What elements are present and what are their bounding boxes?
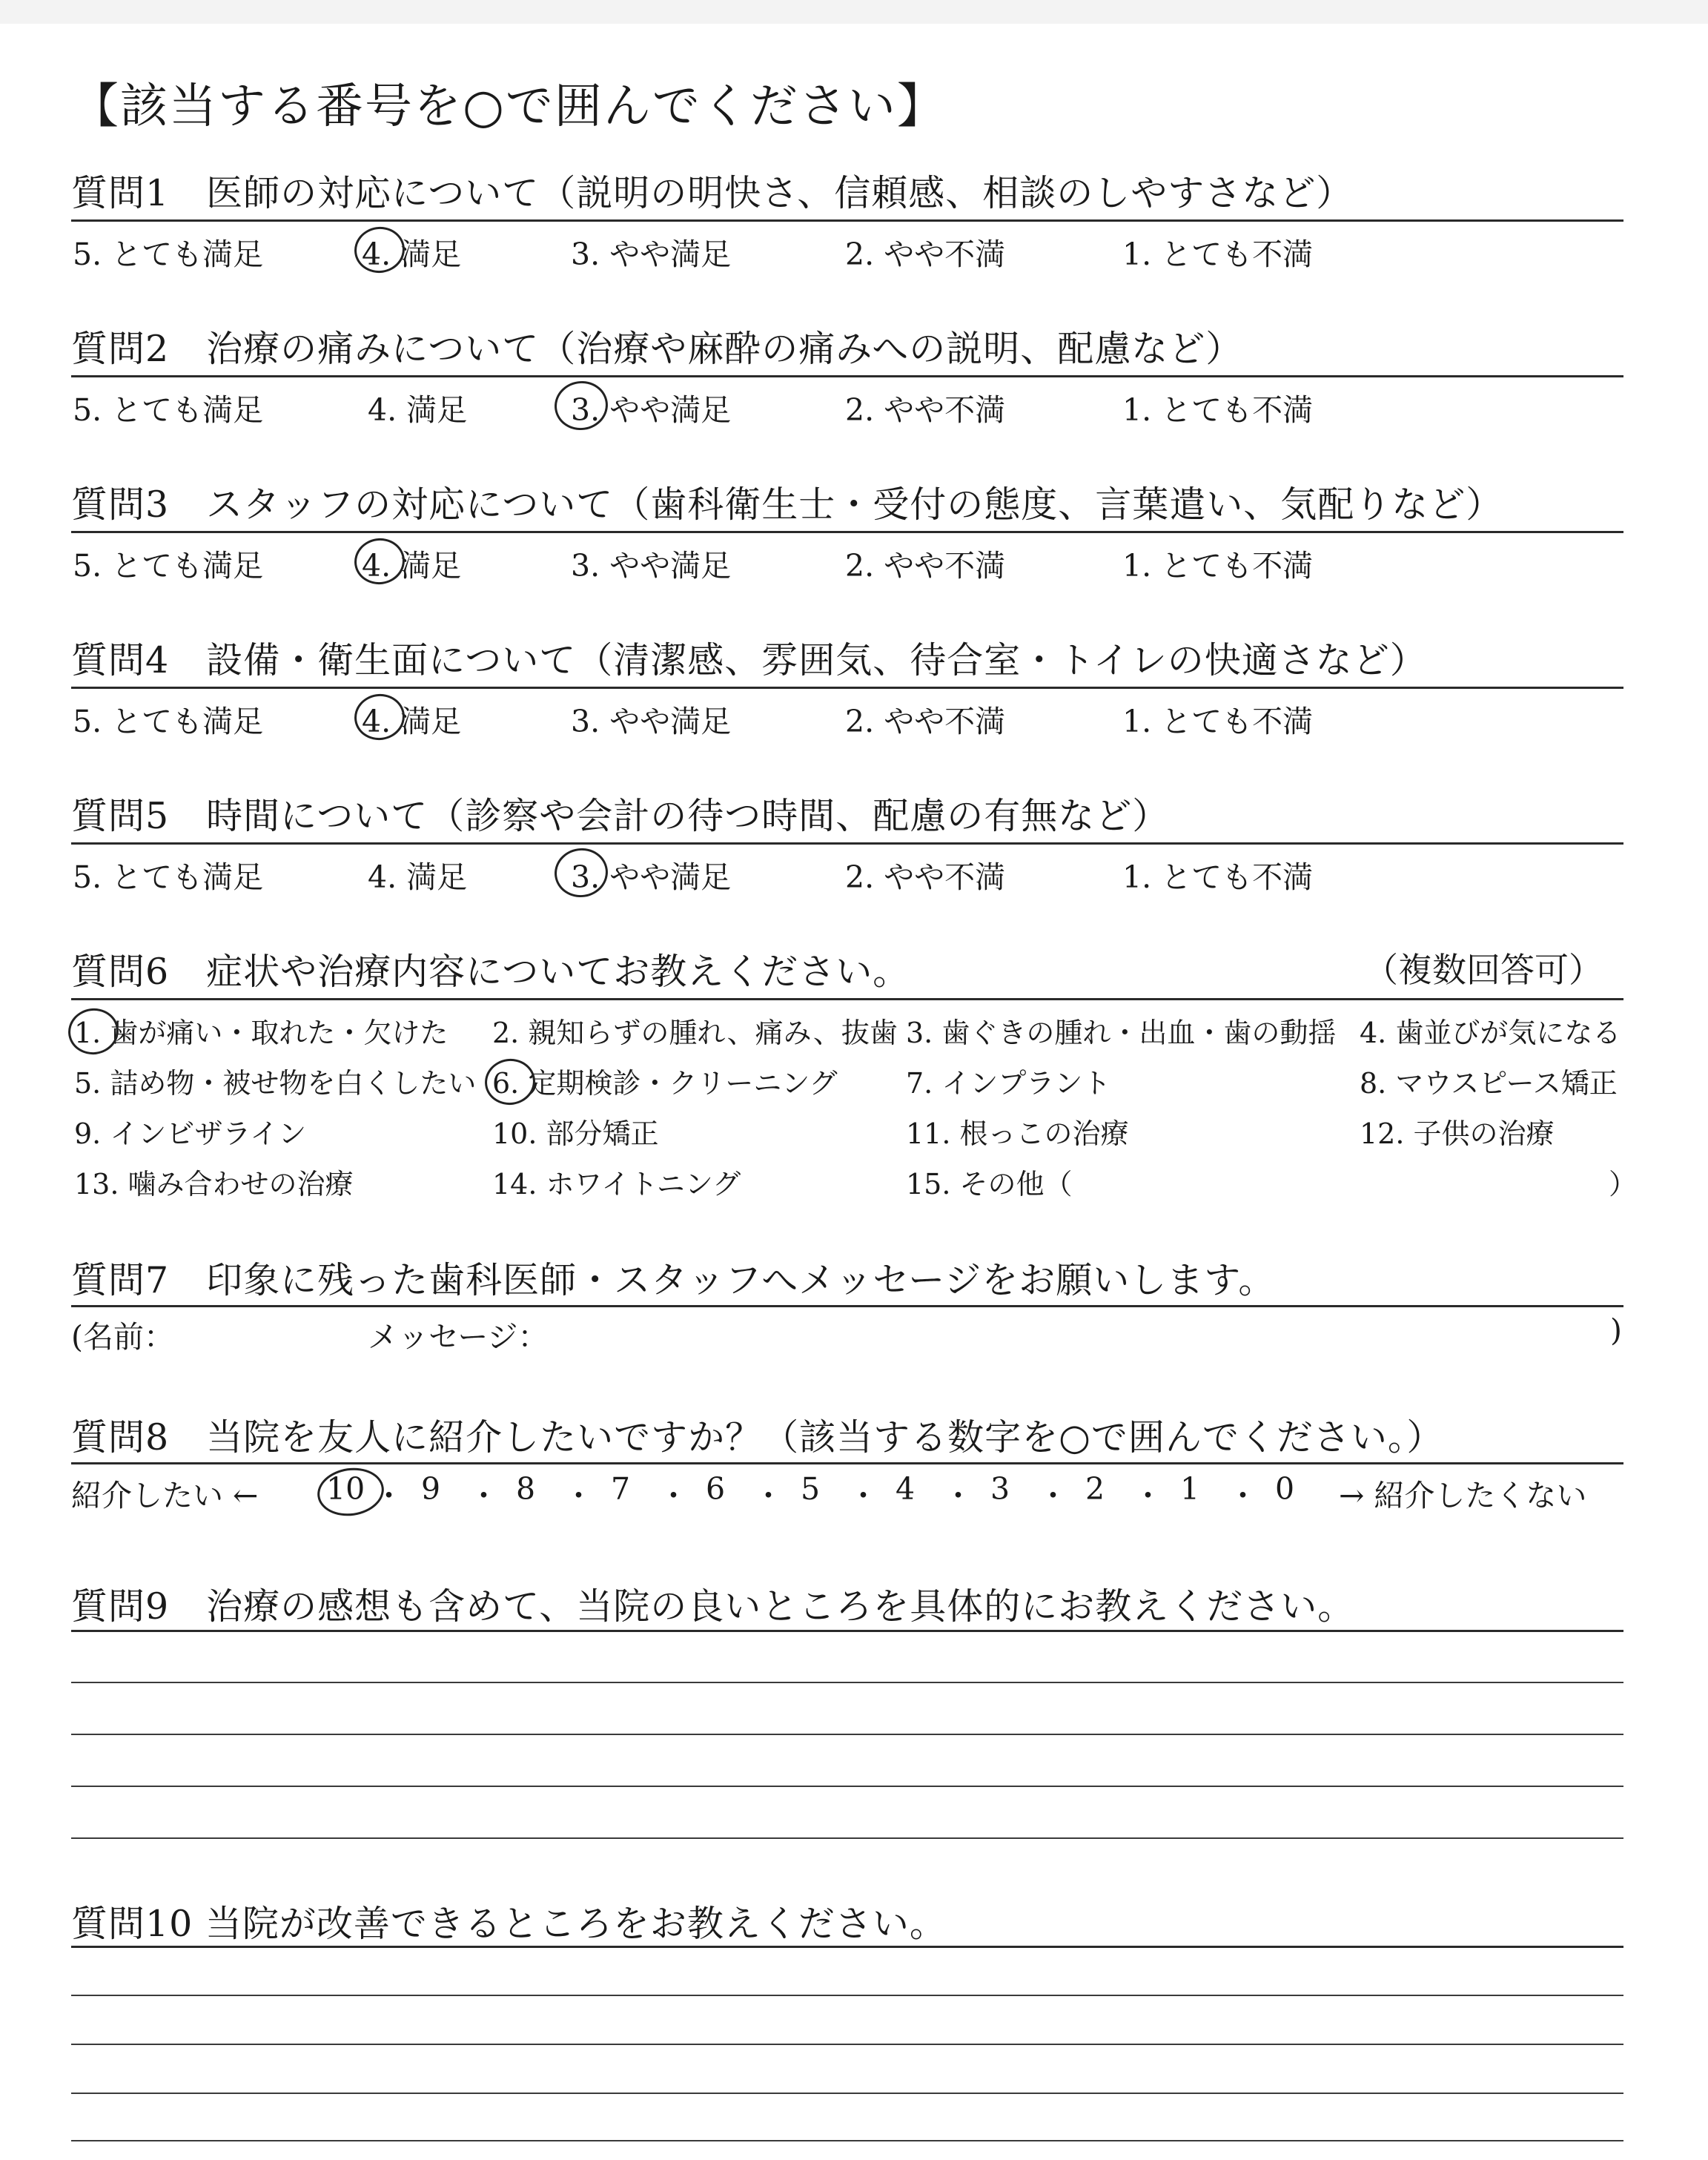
q3-option-3[interactable]: 3. やや満足 bbox=[571, 548, 732, 584]
question-10-rule bbox=[71, 1946, 1623, 1948]
question-4-title: 質問4 設備・衛生面について（清潔感、雰囲気、待合室・トイレの快適さなど） bbox=[71, 639, 1427, 681]
q7-close-paren: ) bbox=[1610, 1312, 1622, 1348]
q10-answer-line[interactable] bbox=[71, 1995, 1623, 1996]
q6-option-7[interactable]: 7. インプラント bbox=[906, 1067, 1111, 1100]
q7-name-label: (名前： bbox=[71, 1319, 174, 1355]
q9-answer-line[interactable] bbox=[71, 1786, 1623, 1787]
q1-option-5[interactable]: 5. とても満足 bbox=[73, 237, 264, 272]
q6-option-10[interactable]: 10. 部分矯正 bbox=[492, 1117, 659, 1150]
question-8-title: 質問8 当院を友人に紹介したいですか？（該当する数字を○で囲んでください。） bbox=[71, 1416, 1444, 1459]
q10-answer-line[interactable] bbox=[71, 2140, 1623, 2141]
question-2-title: 質問2 治療の痛みについて（治療や麻酔の痛みへの説明、配慮など） bbox=[71, 328, 1243, 370]
q4-option-4[interactable]: 4. 満足 bbox=[362, 704, 462, 739]
q8-scale-separator: ・ bbox=[943, 1478, 973, 1513]
question-6-title: 質問6 症状や治療内容についてお教えください。 bbox=[71, 951, 910, 993]
q8-scale-10[interactable]: 10 bbox=[326, 1471, 365, 1507]
q6-option-15[interactable]: 15. その他（ bbox=[906, 1168, 1073, 1200]
q8-scale-separator: ・ bbox=[1228, 1478, 1258, 1513]
q6-option-14[interactable]: 14. ホワイトニング bbox=[492, 1168, 741, 1200]
question-2-rule bbox=[71, 375, 1623, 377]
q6-option-5[interactable]: 5. 詰め物・被せ物を白くしたい bbox=[74, 1067, 477, 1100]
question-9-rule bbox=[71, 1630, 1623, 1632]
q8-scale-separator: ・ bbox=[1038, 1478, 1068, 1513]
q9-answer-line[interactable] bbox=[71, 1682, 1623, 1683]
q8-scale-separator: ・ bbox=[563, 1478, 594, 1513]
question-7-title: 質問7 印象に残った歯科医師・スタッフへメッセージをお願いします。 bbox=[71, 1259, 1276, 1301]
question-3-title: 質問3 スタッフの対応について（歯科衛生士・受付の態度、言葉遣い、気配りなど） bbox=[71, 483, 1503, 526]
q9-answer-line[interactable] bbox=[71, 1734, 1623, 1735]
q6-option-1[interactable]: 1. 歯が痛い・取れた・欠けた bbox=[74, 1017, 448, 1049]
question-9-title: 質問9 治療の感想も含めて、当院の良いところを具体的にお教えください。 bbox=[71, 1585, 1355, 1628]
question-7-rule bbox=[71, 1305, 1623, 1307]
q8-scale-separator: ・ bbox=[1133, 1478, 1163, 1513]
q8-scale-0[interactable]: 0 bbox=[1275, 1471, 1295, 1507]
q6-other-close-paren: ） bbox=[1609, 1168, 1638, 1200]
q1-option-2[interactable]: 2. やや不満 bbox=[845, 237, 1006, 272]
q2-option-3[interactable]: 3. やや満足 bbox=[571, 392, 732, 428]
scan-top-band bbox=[0, 0, 1708, 24]
q8-scale-2[interactable]: 2 bbox=[1085, 1471, 1105, 1507]
q6-option-2[interactable]: 2. 親知らずの腫れ、痛み、抜歯 bbox=[492, 1017, 898, 1049]
q8-scale-4[interactable]: 4 bbox=[896, 1471, 916, 1507]
q8-scale-9[interactable]: 9 bbox=[421, 1471, 441, 1507]
question-1-rule bbox=[71, 219, 1623, 222]
question-10-title: 質問10 当院が改善できるところをお教えください。 bbox=[71, 1903, 947, 1945]
q8-scale-separator: ・ bbox=[469, 1478, 499, 1513]
q2-option-1[interactable]: 1. とても不満 bbox=[1122, 392, 1314, 428]
q8-left-label: 紹介したい ← bbox=[71, 1478, 259, 1513]
q8-scale-5[interactable]: 5 bbox=[801, 1471, 821, 1507]
q4-option-3[interactable]: 3. やや満足 bbox=[571, 704, 732, 739]
question-1-title: 質問1 医師の対応について（説明の明快さ、信頼感、相談のしやすさなど） bbox=[71, 172, 1354, 214]
question-6-rule bbox=[71, 998, 1623, 1000]
q4-option-2[interactable]: 2. やや不満 bbox=[845, 704, 1006, 739]
q6-option-4[interactable]: 4. 歯並びが気になる bbox=[1360, 1017, 1621, 1049]
q1-option-3[interactable]: 3. やや満足 bbox=[571, 237, 732, 272]
q5-option-3[interactable]: 3. やや満足 bbox=[571, 859, 732, 895]
q6-option-6[interactable]: 6. 定期検診・クリーニング bbox=[492, 1067, 838, 1100]
q5-option-2[interactable]: 2. やや不満 bbox=[845, 859, 1006, 895]
q3-option-1[interactable]: 1. とても不満 bbox=[1122, 548, 1314, 584]
q5-option-1[interactable]: 1. とても不満 bbox=[1122, 859, 1314, 895]
q6-option-9[interactable]: 9. インビザライン bbox=[74, 1117, 307, 1150]
question-6-note: （複数回答可） bbox=[1364, 950, 1603, 990]
q4-option-5[interactable]: 5. とても満足 bbox=[73, 704, 264, 739]
q8-scale-separator: ・ bbox=[374, 1478, 404, 1513]
q10-answer-line[interactable] bbox=[71, 2093, 1623, 2094]
q8-scale-6[interactable]: 6 bbox=[706, 1471, 726, 1507]
q8-scale-8[interactable]: 8 bbox=[516, 1471, 536, 1507]
q3-option-4[interactable]: 4. 満足 bbox=[362, 548, 462, 584]
q2-option-5[interactable]: 5. とても満足 bbox=[73, 392, 264, 428]
q10-answer-line[interactable] bbox=[71, 2044, 1623, 2045]
question-8-rule bbox=[71, 1462, 1623, 1464]
q7-message-label: メッセージ： bbox=[368, 1319, 549, 1355]
instruction-heading: 【該当する番号を○で囲んでください】 bbox=[71, 79, 946, 134]
q4-option-1[interactable]: 1. とても不満 bbox=[1122, 704, 1314, 739]
q6-option-12[interactable]: 12. 子供の治療 bbox=[1360, 1117, 1555, 1150]
q8-scale-separator: ・ bbox=[753, 1478, 784, 1513]
q6-option-11[interactable]: 11. 根っこの治療 bbox=[906, 1117, 1129, 1150]
q8-scale-separator: ・ bbox=[658, 1478, 689, 1513]
question-3-rule bbox=[71, 531, 1623, 533]
q8-scale-separator: ・ bbox=[848, 1478, 878, 1513]
q1-option-1[interactable]: 1. とても不満 bbox=[1122, 237, 1314, 272]
question-5-title: 質問5 時間について（診察や会計の待つ時間、配慮の有無など） bbox=[71, 795, 1170, 837]
q9-answer-line[interactable] bbox=[71, 1837, 1623, 1839]
q2-option-4[interactable]: 4. 満足 bbox=[368, 392, 468, 428]
q6-option-8[interactable]: 8. マウスピース矯正 bbox=[1360, 1067, 1618, 1100]
question-5-rule bbox=[71, 842, 1623, 845]
q8-scale-3[interactable]: 3 bbox=[990, 1471, 1010, 1507]
q5-option-4[interactable]: 4. 満足 bbox=[368, 859, 468, 895]
q8-scale-7[interactable]: 7 bbox=[611, 1471, 631, 1507]
q5-option-5[interactable]: 5. とても満足 bbox=[73, 859, 264, 895]
question-4-rule bbox=[71, 687, 1623, 689]
q3-option-5[interactable]: 5. とても満足 bbox=[73, 548, 264, 584]
q6-option-13[interactable]: 13. 噛み合わせの治療 bbox=[74, 1168, 354, 1200]
q8-scale-1[interactable]: 1 bbox=[1180, 1471, 1200, 1507]
q6-option-3[interactable]: 3. 歯ぐきの腫れ・出血・歯の動揺 bbox=[906, 1017, 1337, 1049]
q2-option-2[interactable]: 2. やや不満 bbox=[845, 392, 1006, 428]
q8-right-label: → 紹介したくない bbox=[1339, 1478, 1587, 1513]
q3-option-2[interactable]: 2. やや不満 bbox=[845, 548, 1006, 584]
q1-option-4[interactable]: 4. 満足 bbox=[362, 237, 462, 272]
